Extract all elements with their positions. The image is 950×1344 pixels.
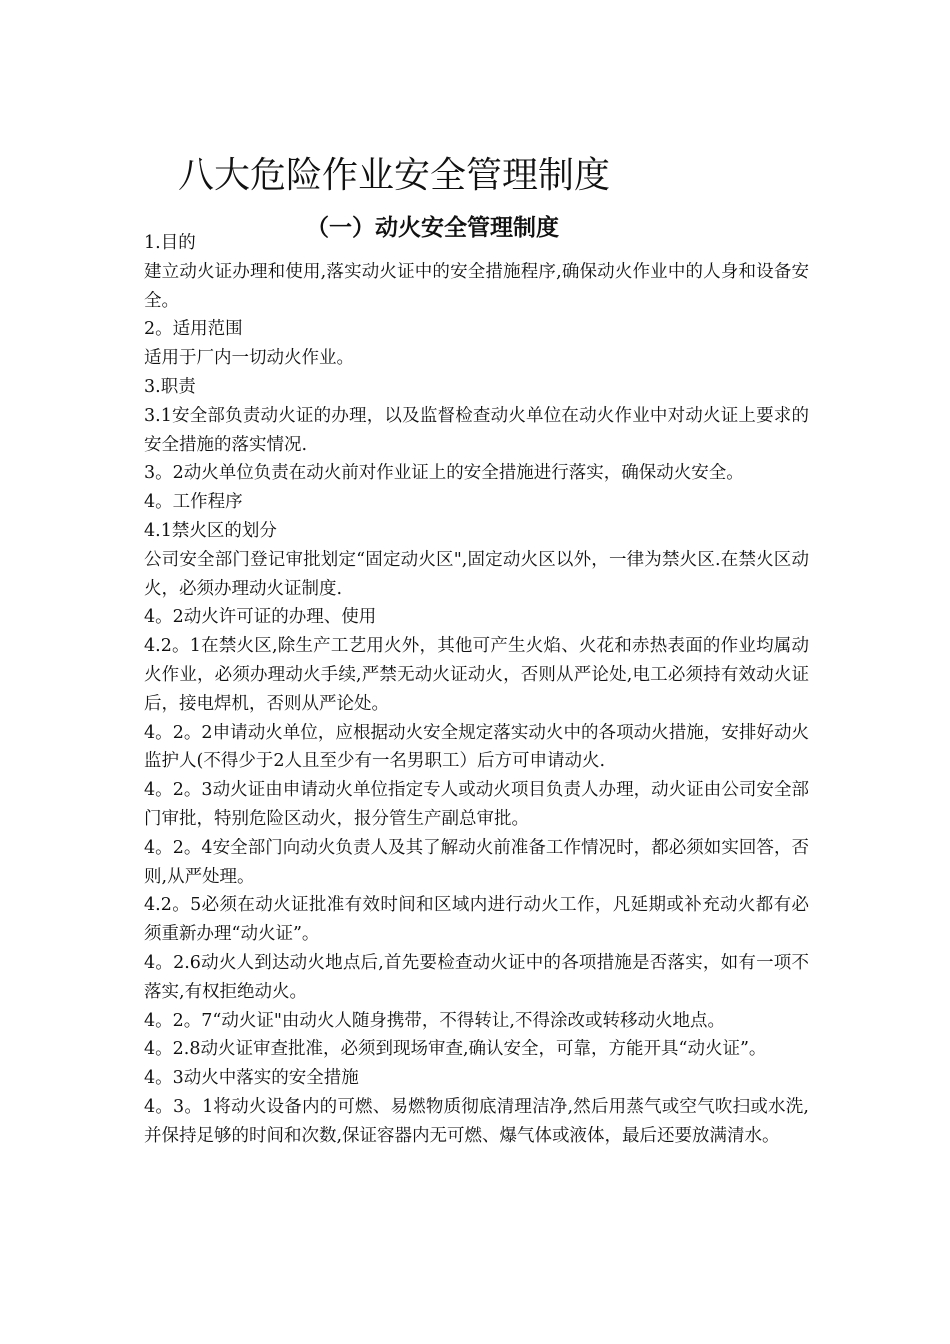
body-paragraph: 公司安全部门登记审批划定“固定动火区",固定动火区以外，一律为禁火区.在禁火区动火，必须办理动火证制度.: [144, 549, 809, 599]
body-paragraph: 4。2动火许可证的办理、使用: [144, 607, 377, 628]
body-paragraph: 建立动火证办理和使用,落实动火证中的安全措施程序,确保动火作业中的人身和设备安全。: [144, 261, 809, 311]
body-paragraph: 3。2动火单位负责在动火前对作业证上的安全措施进行落实，确保动火安全。: [144, 463, 744, 484]
body-paragraph: 3.职责: [144, 376, 196, 397]
body-paragraph: 1.目的: [144, 233, 196, 253]
body-paragraph: 4。2。2申请动火单位，应根据动火安全规定落实动火中的各项动火措施，安排好动火监护人(不得少于2人且至少有一名男职工）后方可申请动火.: [144, 722, 809, 772]
body-paragraph: 4。2。4安全部门向动火负责人及其了解动火前准备工作情况时，都必须如实回答，否则,从严处理。: [144, 837, 809, 887]
section-title: （一）动火安全管理制度: [306, 215, 559, 242]
body-paragraph: 4。2.6动火人到达动火地点后,首先要检查动火证中的各项措施是否落实，如有一项不落实,有权拒绝动火。: [144, 952, 809, 1002]
body-paragraph: 4.2。1在禁火区,除生产工艺用火外，其他可产生火焰、火花和赤热表面的作业均属动火作业，必须办理动火手续,严禁无动火证动火，否则从严论处,电工必须持有效动火证后，接电焊机，否则从严论处。: [144, 636, 809, 714]
body-paragraph: 2。适用范围: [144, 319, 243, 340]
body-paragraph: 4。2.8动火证审查批准，必须到现场审查,确认安全，可靠，方能开具“动火证”。: [144, 1039, 767, 1060]
body-paragraph: 4。工作程序: [144, 492, 243, 513]
body-paragraph: 4。3。1将动火设备内的可燃、易燃物质彻底清理洁净,然后用蒸气或空气吹扫或水洗,并保持足够的时间和次数,保证容器内无可燃、爆气体或液体，最后还要放满清水。: [144, 1096, 809, 1146]
body-paragraph: 4。2。3动火证由申请动火单位指定专人或动火项目负责人办理，动火证由公司安全部门审批，特别危险区动火，报分管生产副总审批。: [144, 780, 809, 829]
body-paragraph: 4。3动火中落实的安全措施: [144, 1068, 359, 1089]
body-paragraph: 4。2。7“动火证"由动火人随身携带，不得转让,不得涂改或转移动火地点。: [144, 1010, 725, 1031]
body-paragraph: 4.2。5必须在动火证批准有效时间和区域内进行动火工作，凡延期或补充动火都有必须重新办理“动火证”。: [144, 895, 809, 945]
body-paragraph: 4.1禁火区的划分: [144, 520, 277, 541]
document-body: [144, 229, 809, 1151]
body-paragraph: 3.1安全部负责动火证的办理，以及监督检查动火单位在动火作业中对动火证上要求的安全措施的落实情况.: [144, 405, 809, 455]
document-title: 八大危险作业安全管理制度: [178, 155, 611, 197]
body-paragraph: 适用于厂内一切动火作业。: [144, 348, 354, 369]
